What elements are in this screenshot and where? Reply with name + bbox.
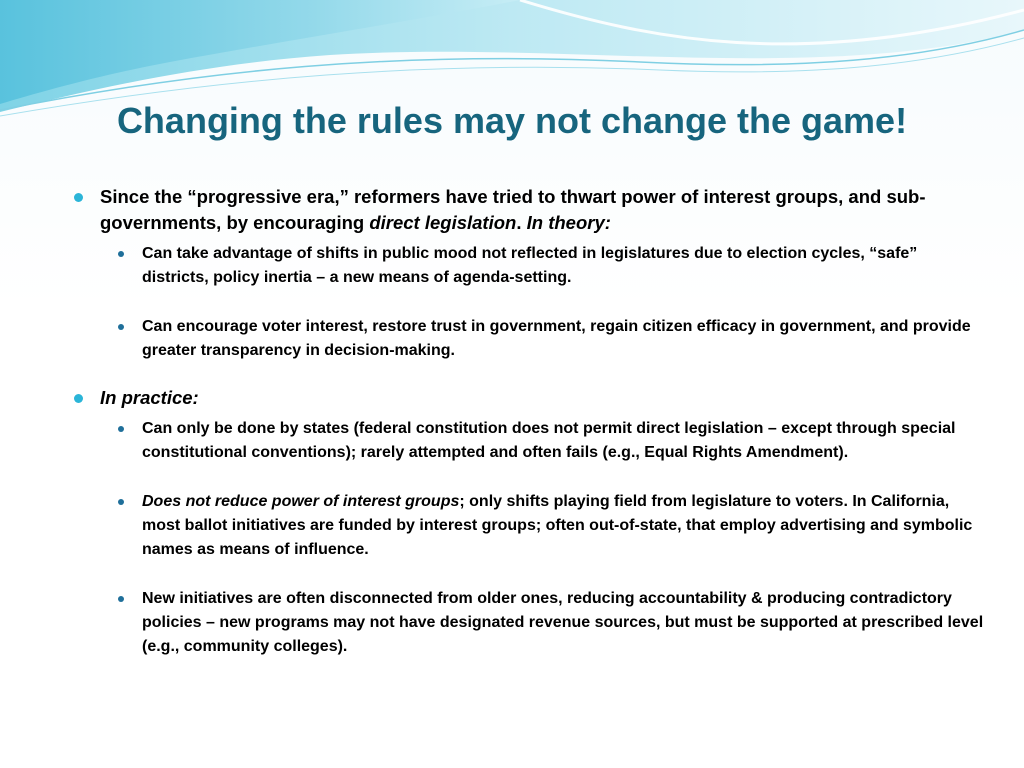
bullet-level1-in-practice <box>74 385 984 411</box>
bullet-list <box>74 184 984 659</box>
bullet-dot-icon <box>118 324 124 330</box>
slide-title: Changing the rules may not change the game! <box>116 100 908 141</box>
bullet-text: ; only shifts playing field from legislature to voters. In California, most ballot initiatives are funded by interest groups; often out-of-state, that employ advertising and symbolic names as means of influence. <box>142 493 973 558</box>
bullet-emphasis: Does not reduce power of interest groups <box>142 493 460 510</box>
bullet-emphasis: In practice: <box>100 387 199 408</box>
bullet-dot-icon <box>118 596 124 602</box>
bullet-emphasis: In theory: <box>526 212 611 233</box>
bullet-level2-item <box>142 315 984 363</box>
bullet-text: . <box>516 212 527 233</box>
bullet-dot-icon <box>118 499 124 505</box>
bullet-text: Can only be done by states (federal constitution does not permit direct legislation – except through special constitutional conventions); rarely attempted and often fails (e.g., Equal Rights Amendment). <box>142 420 956 461</box>
bullet-dot-icon <box>74 394 83 403</box>
bullet-text: New initiatives are often disconnected from older ones, reducing accountability & producing contradictory policies – new programs may not have designated revenue sources, but must be supported at prescribed level (e.g., community colleges). <box>142 590 984 655</box>
bullet-level2-item <box>142 417 984 465</box>
bullet-dot-icon <box>74 193 83 202</box>
bullet-level2-item <box>142 490 984 562</box>
bullet-text: Can encourage voter interest, restore trust in government, regain citizen efficacy in government, and provide greater transparency in decision-making. <box>142 318 971 359</box>
bullet-dot-icon <box>118 426 124 432</box>
bullet-text: Since the “progressive era,” reformers have tried to thwart power of interest groups, and sub-governments, by encouraging <box>100 186 926 233</box>
bullet-dot-icon <box>118 251 124 257</box>
bullet-level2-item <box>142 587 984 659</box>
bullet-level1-direct-legislation <box>74 184 984 236</box>
bullet-emphasis: direct legislation <box>369 212 517 233</box>
bullet-text: Can take advantage of shifts in public mood not reflected in legislatures due to election cycles, “safe” districts, policy inertia – a new means of agenda-setting. <box>142 245 918 286</box>
bullet-level2-item <box>142 242 984 290</box>
